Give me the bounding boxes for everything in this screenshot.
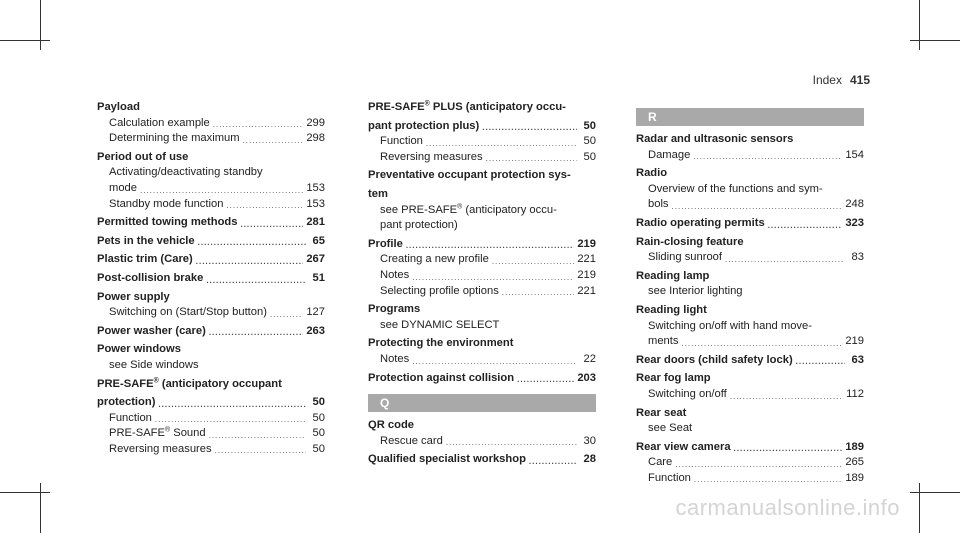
dot-leader — [243, 135, 304, 147]
index-subentry — [636, 334, 864, 350]
dot-leader — [426, 138, 577, 150]
index-term — [368, 452, 596, 468]
dot-leader — [681, 338, 842, 350]
dot-leader — [492, 256, 575, 268]
registered-mark: ® — [153, 376, 159, 384]
term-text: protection) — [97, 396, 156, 409]
term-text: pant protection plus) — [368, 119, 480, 132]
page-ref[interactable]: 219 — [577, 268, 596, 281]
index-column-3 — [636, 100, 864, 489]
page-ref[interactable]: 30 — [583, 434, 596, 447]
page-ref[interactable]: 50 — [312, 396, 325, 409]
page-ref[interactable]: 63 — [851, 353, 864, 366]
index-term — [368, 237, 596, 253]
subentry-text: Activating/deactivating standby — [109, 166, 263, 179]
term-text: Protecting the environment — [368, 337, 514, 350]
dot-leader — [482, 122, 577, 134]
crop-mark — [910, 492, 960, 493]
dot-leader — [768, 220, 843, 232]
term-text: Rear seat — [636, 406, 687, 419]
index-term — [636, 235, 864, 251]
term-text: Plastic trim (Care) — [97, 253, 193, 266]
index-entry — [97, 150, 325, 212]
index-subentry — [636, 319, 864, 335]
index-subentry — [636, 148, 864, 164]
page-ref[interactable]: 50 — [312, 442, 325, 455]
index-term — [97, 324, 325, 340]
page-ref[interactable]: 203 — [577, 371, 596, 384]
index-term — [97, 377, 325, 393]
index-subentry — [368, 352, 596, 368]
index-subentry — [636, 182, 864, 198]
index-term — [368, 100, 596, 116]
term-text: Radar and ultrasonic sensors — [636, 133, 794, 145]
term-text: Reading lamp — [636, 269, 710, 282]
page-ref[interactable]: 221 — [577, 284, 596, 297]
dot-leader — [209, 327, 304, 339]
dot-leader — [213, 119, 304, 131]
index-entry — [97, 290, 325, 321]
index-entry — [97, 342, 325, 373]
index-subentry — [97, 305, 325, 321]
index-term — [636, 371, 864, 387]
term-text: Rear fog lamp — [636, 372, 711, 385]
index-entry — [368, 336, 596, 367]
index-entry — [636, 303, 864, 350]
index-entry — [636, 132, 864, 163]
page-ref[interactable]: 323 — [845, 216, 864, 229]
dot-leader — [226, 200, 303, 212]
subentry-text: bols — [648, 198, 669, 211]
subentry-text: Function — [109, 411, 152, 424]
index-term — [97, 290, 325, 306]
dot-leader — [198, 237, 306, 249]
index-entry — [368, 100, 596, 116]
subentry-text: Switching on (Start/Stop button) — [109, 306, 267, 319]
registered-mark: ® — [457, 202, 463, 210]
crop-mark — [0, 40, 50, 41]
dot-leader — [406, 240, 575, 252]
subentry-text: PRE-SAFE® Sound — [109, 426, 206, 440]
index-entry — [368, 452, 596, 468]
page-ref[interactable]: 22 — [583, 352, 596, 365]
index-column-1 — [97, 100, 325, 460]
crop-mark — [910, 40, 960, 41]
term-text: Radio — [636, 167, 668, 180]
term-text: Reading light — [636, 303, 707, 316]
index-subentry — [368, 203, 596, 219]
subentry-text: Damage — [648, 148, 691, 161]
term-text-cont: Sound — [170, 427, 206, 440]
subentry-text: Reversing measures — [380, 150, 483, 163]
index-subentry — [97, 426, 325, 442]
index-column-2 — [368, 100, 596, 471]
subentry-text: see Seat — [648, 422, 693, 435]
crop-mark — [0, 492, 50, 493]
index-term — [636, 406, 864, 422]
term-text: Rear view camera — [636, 440, 731, 453]
dot-leader — [675, 459, 842, 471]
index-subentry — [97, 181, 325, 197]
term-text: Period out of use — [97, 150, 189, 163]
index-subentry — [636, 197, 864, 213]
registered-mark: ® — [164, 426, 171, 434]
index-term — [636, 166, 864, 182]
term-text: Protection against collision — [368, 371, 515, 384]
index-subentry — [636, 250, 864, 266]
page-ref[interactable]: 299 — [306, 116, 325, 129]
index-term — [97, 342, 325, 358]
index-subentry — [97, 442, 325, 458]
subentry-text: see DYNAMIC SELECT — [380, 318, 500, 331]
dot-leader — [215, 445, 306, 457]
dot-leader — [672, 201, 843, 213]
index-term — [636, 353, 864, 369]
index-entry — [97, 271, 325, 287]
index-term — [636, 216, 864, 232]
subentry-text: Determining the maximum — [109, 132, 240, 145]
term-text-cont: PLUS (anticipatory occu- — [429, 101, 566, 113]
index-entry — [368, 168, 596, 184]
index-subentry — [97, 116, 325, 132]
subentry-text: pant protection) — [380, 219, 458, 232]
index-entry — [636, 216, 864, 232]
subentry-text: Sliding sunroof — [648, 251, 723, 264]
index-subentry — [368, 134, 596, 150]
page-ref[interactable]: 265 — [845, 456, 864, 469]
index-subentry — [368, 218, 596, 234]
index-subentry — [368, 434, 596, 450]
index-subentry — [636, 455, 864, 471]
term-text: Post-collision brake — [97, 271, 204, 284]
dot-leader — [734, 443, 843, 455]
section-letter: Q — [368, 394, 596, 412]
term-text: Preventative occupant protection sys- — [368, 169, 571, 182]
subentry-text: ments — [648, 335, 679, 348]
index-term — [368, 119, 596, 135]
term-text: Power washer (care) — [97, 324, 206, 337]
dot-leader — [725, 254, 845, 266]
index-term — [97, 252, 325, 268]
page-ref[interactable]: 50 — [312, 427, 325, 440]
term-text: Profile — [368, 237, 403, 250]
index-entry — [636, 353, 864, 369]
page-ref[interactable]: 65 — [312, 234, 325, 247]
index-entry — [636, 406, 864, 437]
term-text: QR code — [368, 419, 415, 432]
page-ref[interactable]: 153 — [306, 181, 325, 194]
index-term — [97, 271, 325, 287]
crop-mark — [40, 0, 41, 50]
index-subentry — [368, 284, 596, 300]
page-ref[interactable]: 248 — [845, 198, 864, 211]
page-ref[interactable]: 50 — [583, 150, 596, 163]
index-entry — [97, 377, 325, 393]
page-ref[interactable]: 298 — [306, 132, 325, 145]
dot-leader — [693, 151, 842, 163]
subentry-text: Rescue card — [380, 434, 443, 447]
index-term — [368, 168, 596, 184]
term-text: Permitted towing methods — [97, 216, 238, 229]
dot-leader — [446, 437, 577, 449]
page-ref[interactable]: 153 — [306, 197, 325, 210]
index-subentry — [636, 284, 864, 300]
term-text-cont: (anticipatory occu- — [462, 203, 557, 216]
subentry-text: Standby mode function — [109, 197, 224, 210]
index-entry — [636, 235, 864, 266]
index-entry — [97, 234, 325, 250]
page-ref[interactable]: 50 — [312, 411, 325, 424]
index-term — [368, 187, 596, 203]
index-entry — [636, 371, 864, 402]
page-number: 415 — [849, 73, 870, 87]
dot-leader — [140, 185, 303, 197]
dot-leader — [529, 456, 577, 468]
term-text: Rain-closing feature — [636, 235, 744, 248]
dot-leader — [486, 153, 577, 165]
crop-mark — [919, 0, 920, 50]
page-ref[interactable]: 51 — [312, 271, 325, 284]
term-text-cont: (anticipatory occupant — [158, 377, 282, 390]
page-ref[interactable]: 154 — [845, 148, 864, 161]
watermark: carmanualsonline.info — [675, 495, 900, 520]
page-ref[interactable]: 112 — [846, 387, 864, 400]
page-ref[interactable]: 50 — [583, 135, 596, 148]
subentry-text: Reversing measures — [109, 442, 212, 455]
index-entry — [368, 119, 596, 166]
subentry-text: see PRE-SAFE® (anticipatory occu- — [380, 202, 557, 216]
page-ref[interactable]: 189 — [845, 471, 864, 484]
index-subentry — [97, 131, 325, 147]
index-entry — [368, 371, 596, 387]
term-text: Rear doors (child safety lock) — [636, 353, 793, 366]
index-term — [636, 303, 864, 319]
dot-leader — [796, 356, 845, 368]
index-subentry — [368, 252, 596, 268]
page-ref[interactable]: 219 — [845, 335, 864, 348]
subentry-text: Switching on/off — [648, 387, 727, 400]
index-term — [636, 132, 864, 148]
page-ref[interactable]: 263 — [306, 324, 325, 337]
dot-leader — [694, 474, 842, 486]
subentry-text: mode — [109, 181, 137, 194]
dot-leader — [412, 356, 577, 368]
page-ref[interactable]: 127 — [306, 306, 325, 319]
term-text: tem — [368, 187, 388, 200]
index-term — [636, 440, 864, 456]
index-entry — [97, 252, 325, 268]
term-text: Qualified specialist workshop — [368, 453, 526, 466]
index-subentry — [636, 471, 864, 487]
page-header — [813, 73, 870, 87]
page-ref[interactable]: 281 — [306, 216, 325, 229]
term-text: Radio operating permits — [636, 216, 765, 229]
index-term — [368, 336, 596, 352]
index-term — [368, 371, 596, 387]
crop-mark — [919, 483, 920, 533]
index-term — [97, 100, 325, 116]
index-entry — [97, 395, 325, 457]
page-ref[interactable]: 28 — [583, 453, 596, 466]
term-text: Power windows — [97, 343, 181, 356]
index-term — [97, 234, 325, 250]
page-ref[interactable]: 189 — [845, 440, 864, 453]
term-text: PRE-SAFE® (anticipatory occupant — [97, 376, 282, 390]
index-subentry — [97, 165, 325, 181]
dot-leader — [196, 256, 304, 268]
index-entry — [368, 302, 596, 333]
term-text: Pets in the vehicle — [97, 234, 195, 247]
subentry-text: Notes — [380, 268, 410, 281]
index-term — [636, 269, 864, 285]
header-label: Index — [812, 73, 842, 87]
dot-leader — [730, 391, 843, 403]
page-ref[interactable]: 267 — [306, 253, 325, 266]
index-entry — [97, 215, 325, 231]
dot-leader — [206, 275, 306, 287]
dot-leader — [209, 430, 306, 442]
index-subentry — [368, 150, 596, 166]
index-subentry — [368, 318, 596, 334]
index-term — [97, 395, 325, 411]
subentry-text: Function — [380, 135, 423, 148]
term-text: Power supply — [97, 290, 170, 303]
index-entry — [636, 166, 864, 213]
index-entry — [97, 324, 325, 340]
index-term — [97, 150, 325, 166]
subentry-text: Calculation example — [109, 116, 210, 129]
index-entry — [368, 187, 596, 234]
subentry-text: Selecting profile options — [380, 284, 499, 297]
term-text: Payload — [97, 101, 140, 113]
index-entry — [368, 237, 596, 299]
subentry-text: Creating a new profile — [380, 253, 489, 266]
dot-leader — [517, 374, 574, 386]
subentry-text: see Interior lighting — [648, 285, 743, 298]
term-text: Programs — [368, 303, 421, 316]
crop-mark — [40, 483, 41, 533]
index-subentry — [636, 387, 864, 403]
index-term — [97, 215, 325, 231]
subentry-text: Care — [648, 456, 673, 469]
section-letter: R — [636, 108, 864, 126]
index-entry — [636, 269, 864, 300]
dot-leader — [412, 272, 574, 284]
page-ref[interactable]: 83 — [851, 251, 864, 264]
subentry-text: see Side windows — [109, 358, 199, 371]
dot-leader — [155, 414, 306, 426]
subentry-text: Overview of the functions and sym- — [648, 182, 823, 195]
term-text: PRE-SAFE® PLUS (anticipatory occu- — [368, 100, 566, 113]
subentry-text: Notes — [380, 352, 410, 365]
subentry-text: Function — [648, 471, 691, 484]
index-subentry — [97, 411, 325, 427]
dot-leader — [502, 287, 575, 299]
index-term — [368, 302, 596, 318]
page-ref[interactable]: 221 — [577, 253, 596, 266]
dot-leader — [158, 399, 306, 411]
index-term — [368, 418, 596, 434]
index-entry — [368, 418, 596, 449]
index-subentry — [97, 358, 325, 374]
subentry-text: Switching on/off with hand move- — [648, 319, 812, 332]
registered-mark: ® — [424, 100, 430, 108]
dot-leader — [240, 219, 303, 231]
page-ref[interactable]: 50 — [583, 119, 596, 132]
index-subentry — [368, 268, 596, 284]
index-entry — [636, 440, 864, 487]
index-entry — [97, 100, 325, 147]
index-subentry — [97, 197, 325, 213]
dot-leader — [270, 309, 303, 321]
page-ref[interactable]: 219 — [577, 237, 596, 250]
index-subentry — [636, 421, 864, 437]
